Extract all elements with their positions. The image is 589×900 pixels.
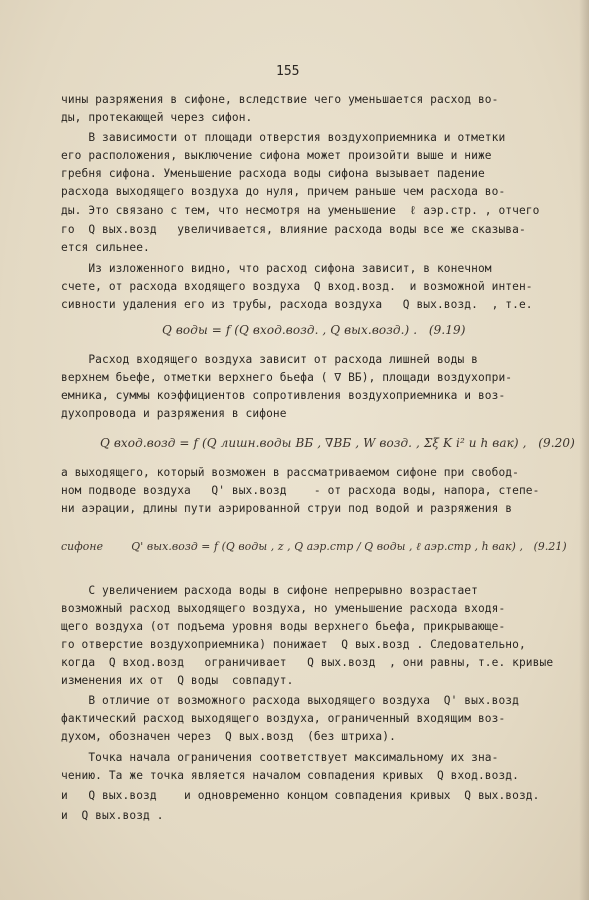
text-line-27: когда Q вход.возд ограничивает Q вых.возд , они равны, т.е. кривые <box>61 656 554 669</box>
text-line-5: гребня сифона. Уменьшение расхода воды сифона вызывает падение <box>61 167 485 180</box>
text-line-15: верхнем бьефе, отметки верхнего бьефа ( ∇ ВБ), площади воздухопри- <box>61 371 513 384</box>
text-line-30: фактический расход выходящего воздуха, ограниченный входящим воз- <box>61 712 506 725</box>
text-line-17: духопровода и разряжения в сифоне <box>61 407 287 420</box>
text-line-9: ется сильнее. <box>61 241 150 254</box>
text-line-26: го отверстие воздухоприемника) понижает Q вых.возд . Следовательно, <box>61 638 526 651</box>
text-line-21: ни аэрации, длины пути аэрированной струи под водой и разряжения в <box>61 502 513 515</box>
formula-9-21: сифоне Q' вых.возд = f (Q воды , z , Q аэр.стр / Q воды , ℓ аэр.стр , h вак) , (9.21) <box>61 540 567 553</box>
page-edge-shadow <box>579 0 589 900</box>
text-line-29: В отличие от возможного расхода выходящего воздуха Q' вых.возд <box>61 694 519 707</box>
text-line-10: Из изложенного видно, что расход сифона зависит, в конечном <box>61 262 492 275</box>
text-line-25: щего воздуха (от подъема уровня воды верхнего бьефа, прикрывающе- <box>61 620 506 633</box>
text-line-6: расхода выходящего воздуха до нуля, причем раньше чем расхода во- <box>61 185 506 198</box>
text-line-19: а выходящего, который возможен в рассматриваемом сифоне при свобод- <box>61 466 519 479</box>
text-line-31: духом, обозначен через Q вых.возд (без штриха). <box>61 730 396 743</box>
formula-9-19: Q воды = f (Q вход.возд. , Q вых.возд.) . (9.19) <box>162 323 466 337</box>
text-line-23: С увеличением расхода воды в сифоне непрерывно возрастает <box>61 584 478 597</box>
text-line-32: Точка начала ограничения соответствует максимальному их зна- <box>61 751 499 764</box>
text-line-7: ды. Это связано с тем, что несмотря на уменьшение ℓ аэр.стр. , отчего <box>61 204 540 217</box>
text-line-8: го Q вых.возд увеличивается, влияние расхода воды все же сказыва- <box>61 223 526 236</box>
formula-9-20: Q вход.возд = f (Q лишн.воды ВБ , ∇ВБ , W возд. , Σξ K i² и h вак) , (9.20) <box>100 436 575 450</box>
text-line-35: и Q вых.возд . <box>61 809 164 822</box>
page-number: 155 <box>276 64 300 79</box>
text-line-3: В зависимости от площади отверстия воздухоприемника и отметки <box>61 131 506 144</box>
text-line-2: ды, протекающей через сифон. <box>61 111 253 124</box>
text-line-34: и Q вых.возд и одновременно концом совпадения кривых Q вых.возд. <box>61 789 540 802</box>
text-line-28: изменения их от Q воды совпадут. <box>61 674 294 687</box>
text-line-33: чению. Та же точка является началом совпадения кривых Q вход.возд. <box>61 769 519 782</box>
text-line-1: чины разряжения в сифоне, вследствие чего уменьшается расход во- <box>61 93 499 106</box>
text-line-12: сивности удаления его из трубы, расхода воздуха Q вых.возд. , т.е. <box>61 298 533 311</box>
text-line-14: Расход входящего воздуха зависит от расхода лишней воды в <box>61 353 478 366</box>
text-line-11: счете, от расхода входящего воздуха Q вход.возд. и возможной интен- <box>61 280 533 293</box>
text-line-20: ном подводе воздуха Q' вых.возд - от расхода воды, напора, степе- <box>61 484 540 497</box>
text-line-4: его расположения, выключение сифона может произойти выше и ниже <box>61 149 492 162</box>
text-line-24: возможный расход выходящего воздуха, но уменьшение расхода входя- <box>61 602 506 615</box>
text-line-16: емника, суммы коэффициентов сопротивления воздухоприемника и воз- <box>61 389 506 402</box>
